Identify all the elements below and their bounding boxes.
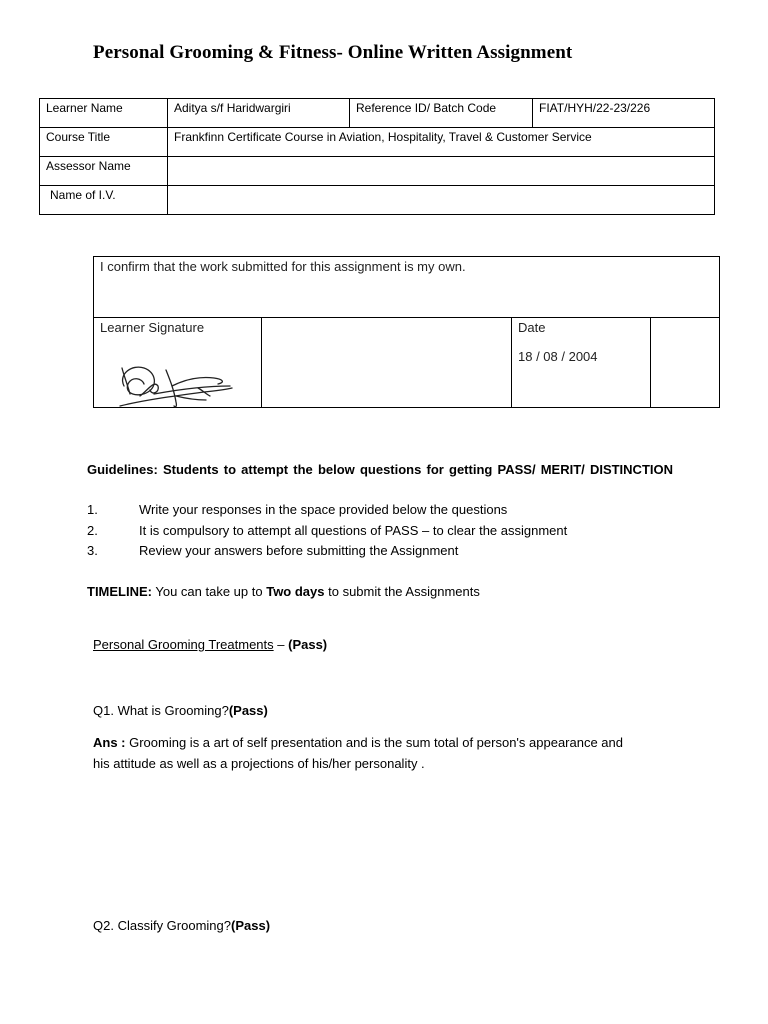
timeline-label: TIMELINE:	[87, 584, 152, 599]
guideline-number: 3.	[87, 543, 98, 558]
question-2-level: (Pass)	[231, 918, 271, 933]
question-1	[93, 703, 268, 718]
timeline-duration: Two days	[266, 584, 325, 599]
section-heading	[93, 637, 327, 652]
course-title-label: Course Title	[40, 128, 168, 157]
course-title-value: Frankfinn Certificate Course in Aviation, Hospitality, Travel & Customer Service	[168, 128, 715, 157]
date-blank-cell	[651, 318, 720, 408]
answer-1-text-line1: Grooming is a art of self presentation and is the sum total of person's appearance and	[125, 735, 623, 750]
section-title: Personal Grooming Treatments	[93, 637, 274, 652]
iv-name-value	[168, 186, 715, 215]
question-1-text: Q1. What is Grooming?	[93, 703, 229, 718]
learner-info-table	[39, 98, 715, 215]
answer-1-text-line2: his attitude as well as a projections of his/her personality .	[93, 756, 425, 771]
signature-blank-cell	[262, 318, 512, 408]
signature-label: Learner Signature	[94, 318, 262, 408]
answer-label: Ans :	[93, 735, 126, 750]
guideline-number: 2.	[87, 523, 98, 538]
learner-name-value: Aditya s/f Haridwargiri	[168, 99, 350, 128]
date-label: Date	[518, 320, 546, 335]
question-2-text: Q2. Classify Grooming?	[93, 918, 231, 933]
assessor-name-value	[168, 157, 715, 186]
date-value: 18 / 08 / 2004	[518, 349, 598, 364]
guideline-text: It is compulsory to attempt all questions of PASS – to clear the assignment	[139, 523, 568, 538]
guideline-number: 1.	[87, 502, 98, 517]
document-title: Personal Grooming & Fitness- Online Written Assignment	[93, 42, 573, 63]
learner-name-label: Learner Name	[40, 99, 168, 128]
guideline-text: Review your answers before submitting the Assignment	[139, 543, 459, 558]
learner-signature-drawing	[114, 356, 239, 412]
reference-label: Reference ID/ Batch Code	[350, 99, 533, 128]
confirmation-statement: I confirm that the work submitted for this assignment is my own.	[94, 257, 720, 318]
assessor-name-label: Assessor Name	[40, 157, 168, 186]
date-cell	[512, 318, 651, 408]
guidelines-heading-line1	[87, 460, 673, 481]
section-separator: –	[273, 637, 289, 652]
guideline-text: Write your responses in the space provided below the questions	[139, 502, 508, 517]
timeline-text-pre: You can take up to	[152, 584, 267, 599]
question-1-level: (Pass)	[228, 703, 268, 718]
reference-value: FIAT/HYH/22-23/226	[533, 99, 715, 128]
timeline-text-post: to submit the Assignments	[324, 584, 480, 599]
section-level: (Pass)	[288, 637, 328, 652]
question-2	[93, 918, 270, 933]
iv-name-label: Name of I.V.	[40, 186, 168, 215]
timeline-line	[87, 584, 480, 599]
answer-1-line1	[93, 735, 623, 750]
guidelines-heading: Guidelines: Students to attempt the below questions for getting PASS/ MERIT/ DISTINCTION	[87, 462, 673, 477]
